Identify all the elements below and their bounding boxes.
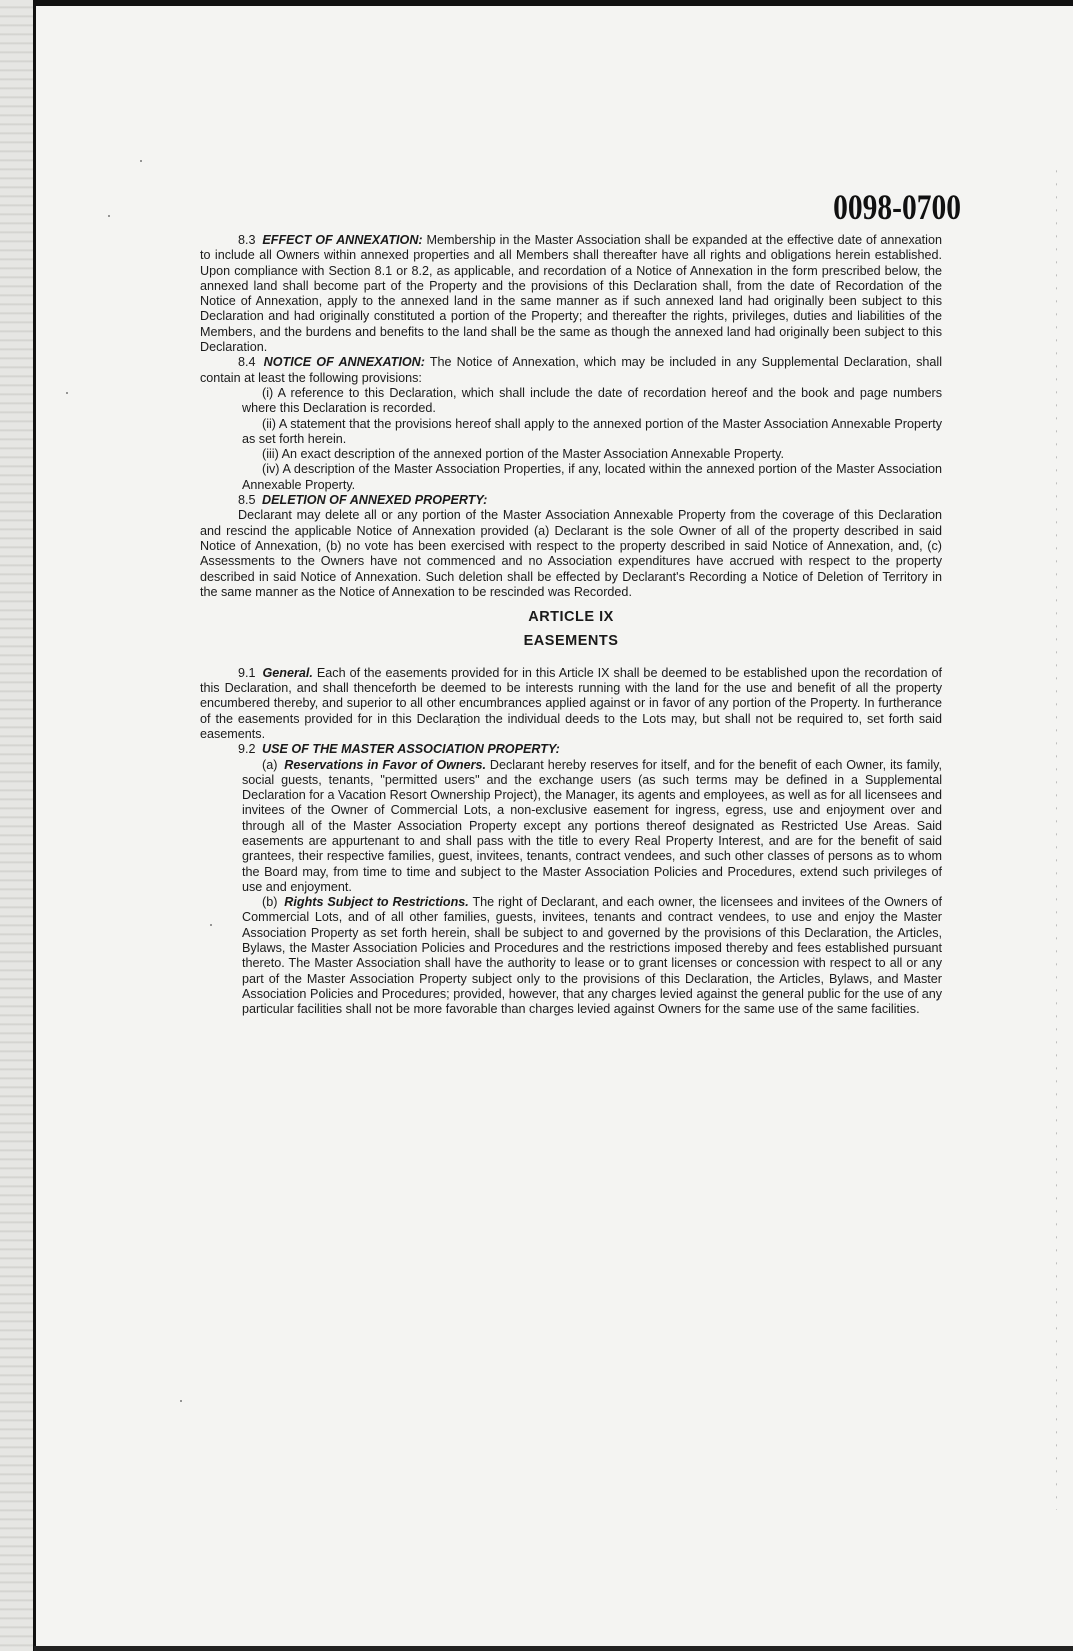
- provision-item: (iv) A description of the Master Association Properties, if any, located within the annexed portion of the Master Association Annexable Property.: [242, 462, 942, 492]
- section-heading: USE OF THE MASTER ASSOCIATION PROPERTY:: [262, 742, 560, 757]
- section-number: 9.2: [238, 742, 256, 757]
- section-number: 8.4: [238, 355, 256, 370]
- section-8-5-text: Declarant may delete all or any portion of the Master Association Annexable Property from the coverage of this Declaration and rescind the applicable Notice of Annexation provided (a) Declarant is the sole Owner of all of the property described in said Notice of Annexation, (b) no vote has been exercised with respect to the property described in said Notice of Annexation, and, (c) Assessments to the Owners have not commenced and no Association expenditures have accrued with respect to the property described in said Notice of Annexation. Such deletion shall be effected by Declarant's Recording a Notice of Deletion of Territory in the same manner as the Notice of Annexation to be rescinded was Recorded.: [200, 508, 942, 599]
- provision-item: (ii) A statement that the provisions hereof shall apply to the annexed portion of the Master Association Annexable Property as set forth herein.: [242, 416, 942, 446]
- subsection-label: (b): [262, 895, 278, 910]
- article-subtitle: EASEMENTS: [523, 633, 619, 650]
- document-number: 0098-0700: [833, 187, 961, 227]
- subsection-a: [200, 758, 942, 896]
- section-number: 8.5: [238, 493, 256, 508]
- subsection-label: (a): [262, 757, 278, 772]
- scan-speck: [140, 160, 142, 162]
- section-number: 8.3: [238, 233, 256, 247]
- scan-rule-right: [1056, 160, 1057, 1510]
- scan-border-left: [0, 0, 34, 1651]
- scan-border-bottom: [34, 1646, 1073, 1651]
- section-heading: EFFECT OF ANNEXATION:: [262, 233, 423, 247]
- scan-speck: [108, 215, 110, 217]
- subsection-text: The right of Declarant, and each owner, the licensees and invitees of the Owners of Commercial Lots, and of all other families, guests, invitees, tenants and contract vendees, to use and enjoy the Master Association Property as set forth herein, shall be subject to and governed by the provisions of this Declaration, the Articles, Bylaws, the Master Association Policies and Procedures and the restrictions imposed thereby and fees established pursuant thereto. The Master Association shall have the authority to lease or to grant licenses or concession with respect to all or any part of the Master Association Property subject only to the provisions of this Declaration, the Articles, Bylaws, and Master Association Policies and Procedures; provided, however, that any charges levied against the general public for the use of any particular facilities shall not be more favorable than charges levied against Owners for the same use of the same facilities.: [242, 895, 943, 1017]
- scan-speck: [180, 1400, 182, 1402]
- scan-border-top: [0, 0, 1073, 6]
- subsection-heading: Reservations in Favor of Owners.: [284, 757, 487, 772]
- section-8-3: [200, 233, 942, 355]
- section-heading: NOTICE OF ANNEXATION:: [263, 355, 425, 370]
- provision-item: (i) A reference to this Declaration, which shall include the date of recordation hereof and the book and page numbers where this Declaration is recorded.: [242, 385, 942, 416]
- section-heading: DELETION OF ANNEXED PROPERTY:: [262, 493, 488, 508]
- document-body: [200, 233, 942, 1018]
- provision-item: (iii) An exact description of the annexed portion of the Master Association Annexable Property.: [262, 447, 785, 462]
- section-text: Membership in the Master Association shall be expanded at the effective date of annexation to include all Owners within annexed properties and all Members shall thereafter have all rights and obligations herein established. Upon compliance with Section 8.1 or 8.2, as applicable, and recordation of a Notice of Annexation in the form prescribed below, the annexed land shall become part of the Property and the provisions of this Declaration shall, from the date of Recordation of the Notice of Annexation, apply to the annexed land in the same manner as if such annexed land had originally been subject to this Declaration and had originally constituted a portion of the Property; and thereafter the rights, privileges, duties and liabilities of the Members, and the burdens and benefits to the land shall be the same as though the annexed land had originally been subject to this Declaration.: [200, 233, 942, 355]
- section-text: Each of the easements provided for in this Article IX shall be deemed to be established upon the recordation of this Declaration, and shall thenceforth be deemed to be interests running with the land for the use and benefit of all the property encumbered thereby, and superior to all other encumbrances applied against or in favor of any portion of the Property. In furtherance of the easements provided for in this Declaration the individual deeds to the Lots may, but shall not be required to, set forth said easements.: [200, 665, 943, 741]
- section-text: The Notice of Annexation, which may be included in any Supplemental Declaration, shall contain at least the following provisions:: [200, 355, 943, 385]
- section-8-4: [200, 355, 942, 386]
- scan-speck: [66, 392, 68, 394]
- section-number: 9.1: [238, 665, 256, 680]
- scan-rule-left: [33, 0, 36, 1651]
- section-8-5-heading: [200, 493, 942, 508]
- subsection-b: [200, 895, 942, 1017]
- subsection-text: Declarant hereby reserves for itself, and for the benefit of each Owner, its family, social guests, tenants, "permitted users" and the exchange users (as such terms may be defined in a Supplemental Declaration for a Vacation Resort Ownership Project), the Manager, its agents and employees, as well as for all licensees and invitees of the Owner of Commercial Lots, a non-exclusive easement for ingress, egress, use and enjoyment over and through all of the Master Association Property except any portions thereof designated as Restricted Use Areas. Said easements are appurtenant to and shall pass with the title to every Real Property Interest, and are for the benefit of said grantees, their respective families, guest, invitees, tenants, contract vendees, and such other classes of persons as to whom the Board may, from time to time and subject to the Master Association Policies and Procedures, extend such privileges of use and enjoyment.: [242, 757, 942, 894]
- subsection-heading: Rights Subject to Restrictions.: [284, 895, 469, 910]
- section-9-1: [200, 666, 942, 742]
- section-9-2-heading: [200, 742, 942, 757]
- section-heading: General.: [262, 665, 313, 680]
- article-title: ARTICLE IX: [528, 609, 614, 626]
